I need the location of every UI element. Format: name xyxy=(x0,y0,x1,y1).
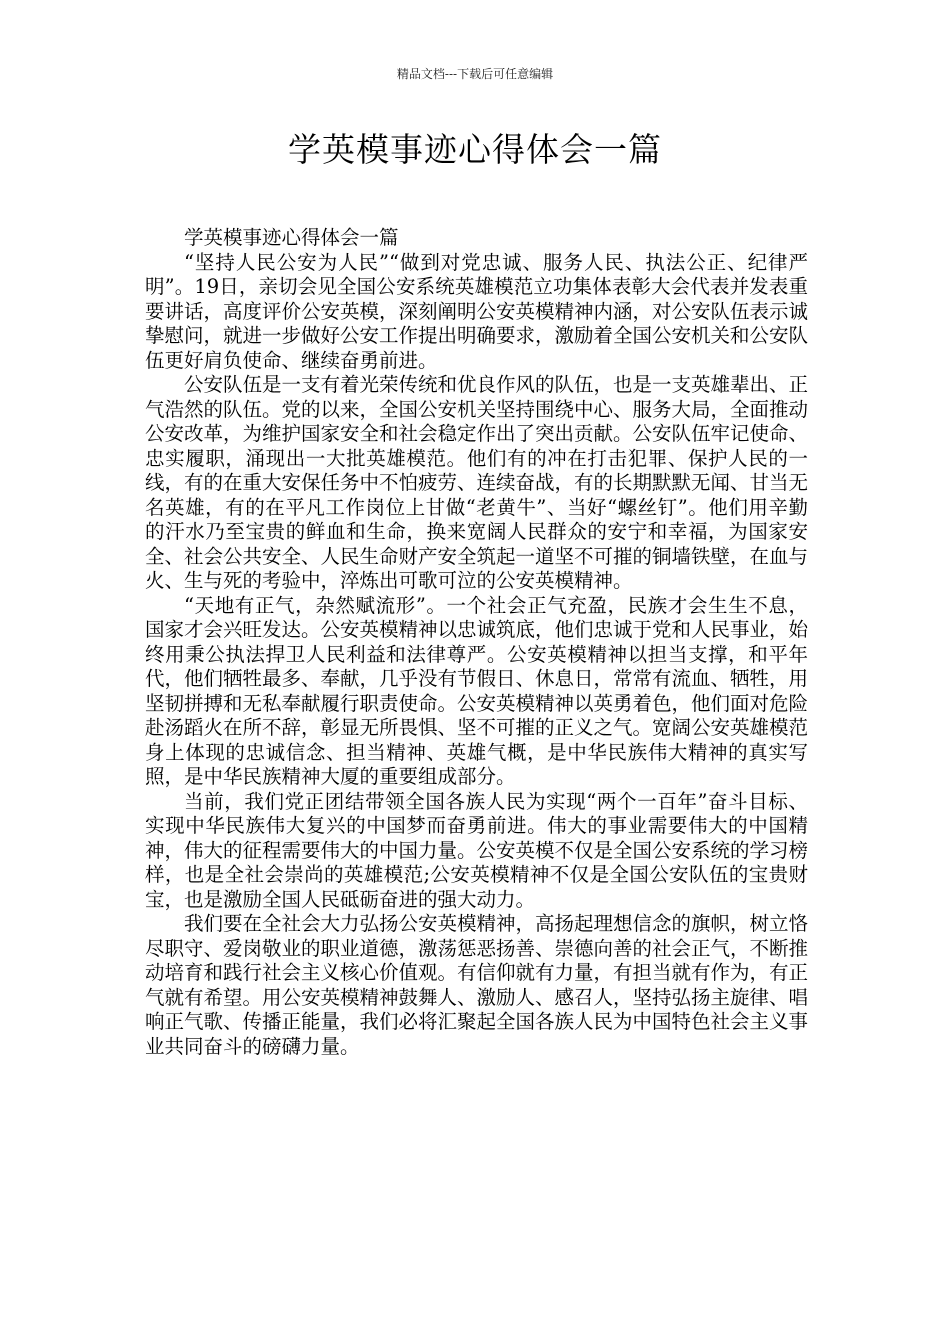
document-body xyxy=(145,226,808,1059)
header-note: 精品文档---下载后可任意编辑 xyxy=(396,67,554,81)
paragraph-subtitle: 学英模事迹心得体会一篇 xyxy=(184,226,399,249)
paragraph: 当前，我们党正团结带领全国各族人民为实现“两个一百年”奋斗目标、实现中华民族伟大复兴的中国梦而奋勇前进。伟大的事业需要伟大的中国精神，伟大的征程需要伟大的中国力量。公安英模不仅是全国公安系统的学习榜样，也是全社会崇尚的英雄模范;公安英模精神不仅是全国公安队伍的宝贵财宝，也是激励全国人民砥砺奋进的强大动力。 xyxy=(145,789,809,911)
paragraph: 公安队伍是一支有着光荣传统和优良作风的队伍，也是一支英雄辈出、正气浩然的队伍。党的以来，全国公安机关坚持围绕中心、服务大局，全面推动公安改革，为维护国家安全和社会稳定作出了突出贡献。公安队伍牢记使命、忠实履职，涌现出一大批英雄模范。他们有的冲在打击犯罪、保护人民的一线，有的在重大安保任务中不怕疲劳、连续奋战，有的长期默默无闻、甘当无名英雄，有的在平凡工作岗位上甘做“老黄牛”、当好“螺丝钉”。他们用辛勤的汗水乃至宝贵的鲜血和生命，换来宽阔人民群众的安宁和幸福，为国家安全、社会公共安全、人民生命财产安全筑起一道坚不可摧的铜墙铁壁，在血与火、生与死的考验中，淬炼出可歌可泣的公安英模精神。 xyxy=(145,373,809,592)
document-title: 学英模事迹心得体会一篇 xyxy=(288,130,662,169)
paragraph: 我们要在全社会大力弘扬公安英模精神，高扬起理想信念的旗帜，树立恪尽职守、爱岗敬业的职业道德，激荡惩恶扬善、崇德向善的社会正气，不断推动培育和践行社会主义核心价值观。有信仰就有力量，有担当就有作为，有正气就有希望。用公安英模精神鼓舞人、激励人、感召人，坚持弘扬主旋律、唱响正气歌、传播正能量，我们必将汇聚起全国各族人民为中国特色社会主义事业共同奋斗的磅礴力量。 xyxy=(145,912,809,1058)
paragraph: “坚持人民公安为人民”“做到对党忠诚、服务人民、执法公正、纪律严明”。19日，亲切会见全国公安系统英雄模范立功集体表彰大会代表并发表重要讲话，高度评价公安英模，深刻阐明公安英模精神内涵，对公安队伍表示诚挚慰问，就进一步做好公安工作提出明确要求，激励着全国公安机关和公安队伍更好肩负使命、继续奋勇前进。 xyxy=(145,250,809,372)
paragraph: “天地有正气，杂然赋流形”。一个社会正气充盈，民族才会生生不息，国家才会兴旺发达。公安英模精神以忠诚筑底，他们忠诚于党和人民事业，始终用秉公执法捍卫人民利益和法律尊严。公安英模精神以担当支撑，和平年代，他们牺牲最多、奉献，几乎没有节假日、休息日，常常有流血、牺牲，用坚韧拼搏和无私奉献履行职责使命。公安英模精神以英勇着色，他们面对危险赴汤蹈火在所不辞，彰显无所畏惧、坚不可摧的正义之气。宽阔公安英雄模范身上体现的忠诚信念、担当精神、英雄气概，是中华民族伟大精神的真实写照，是中华民族精神大厦的重要组成部分。 xyxy=(145,593,809,788)
